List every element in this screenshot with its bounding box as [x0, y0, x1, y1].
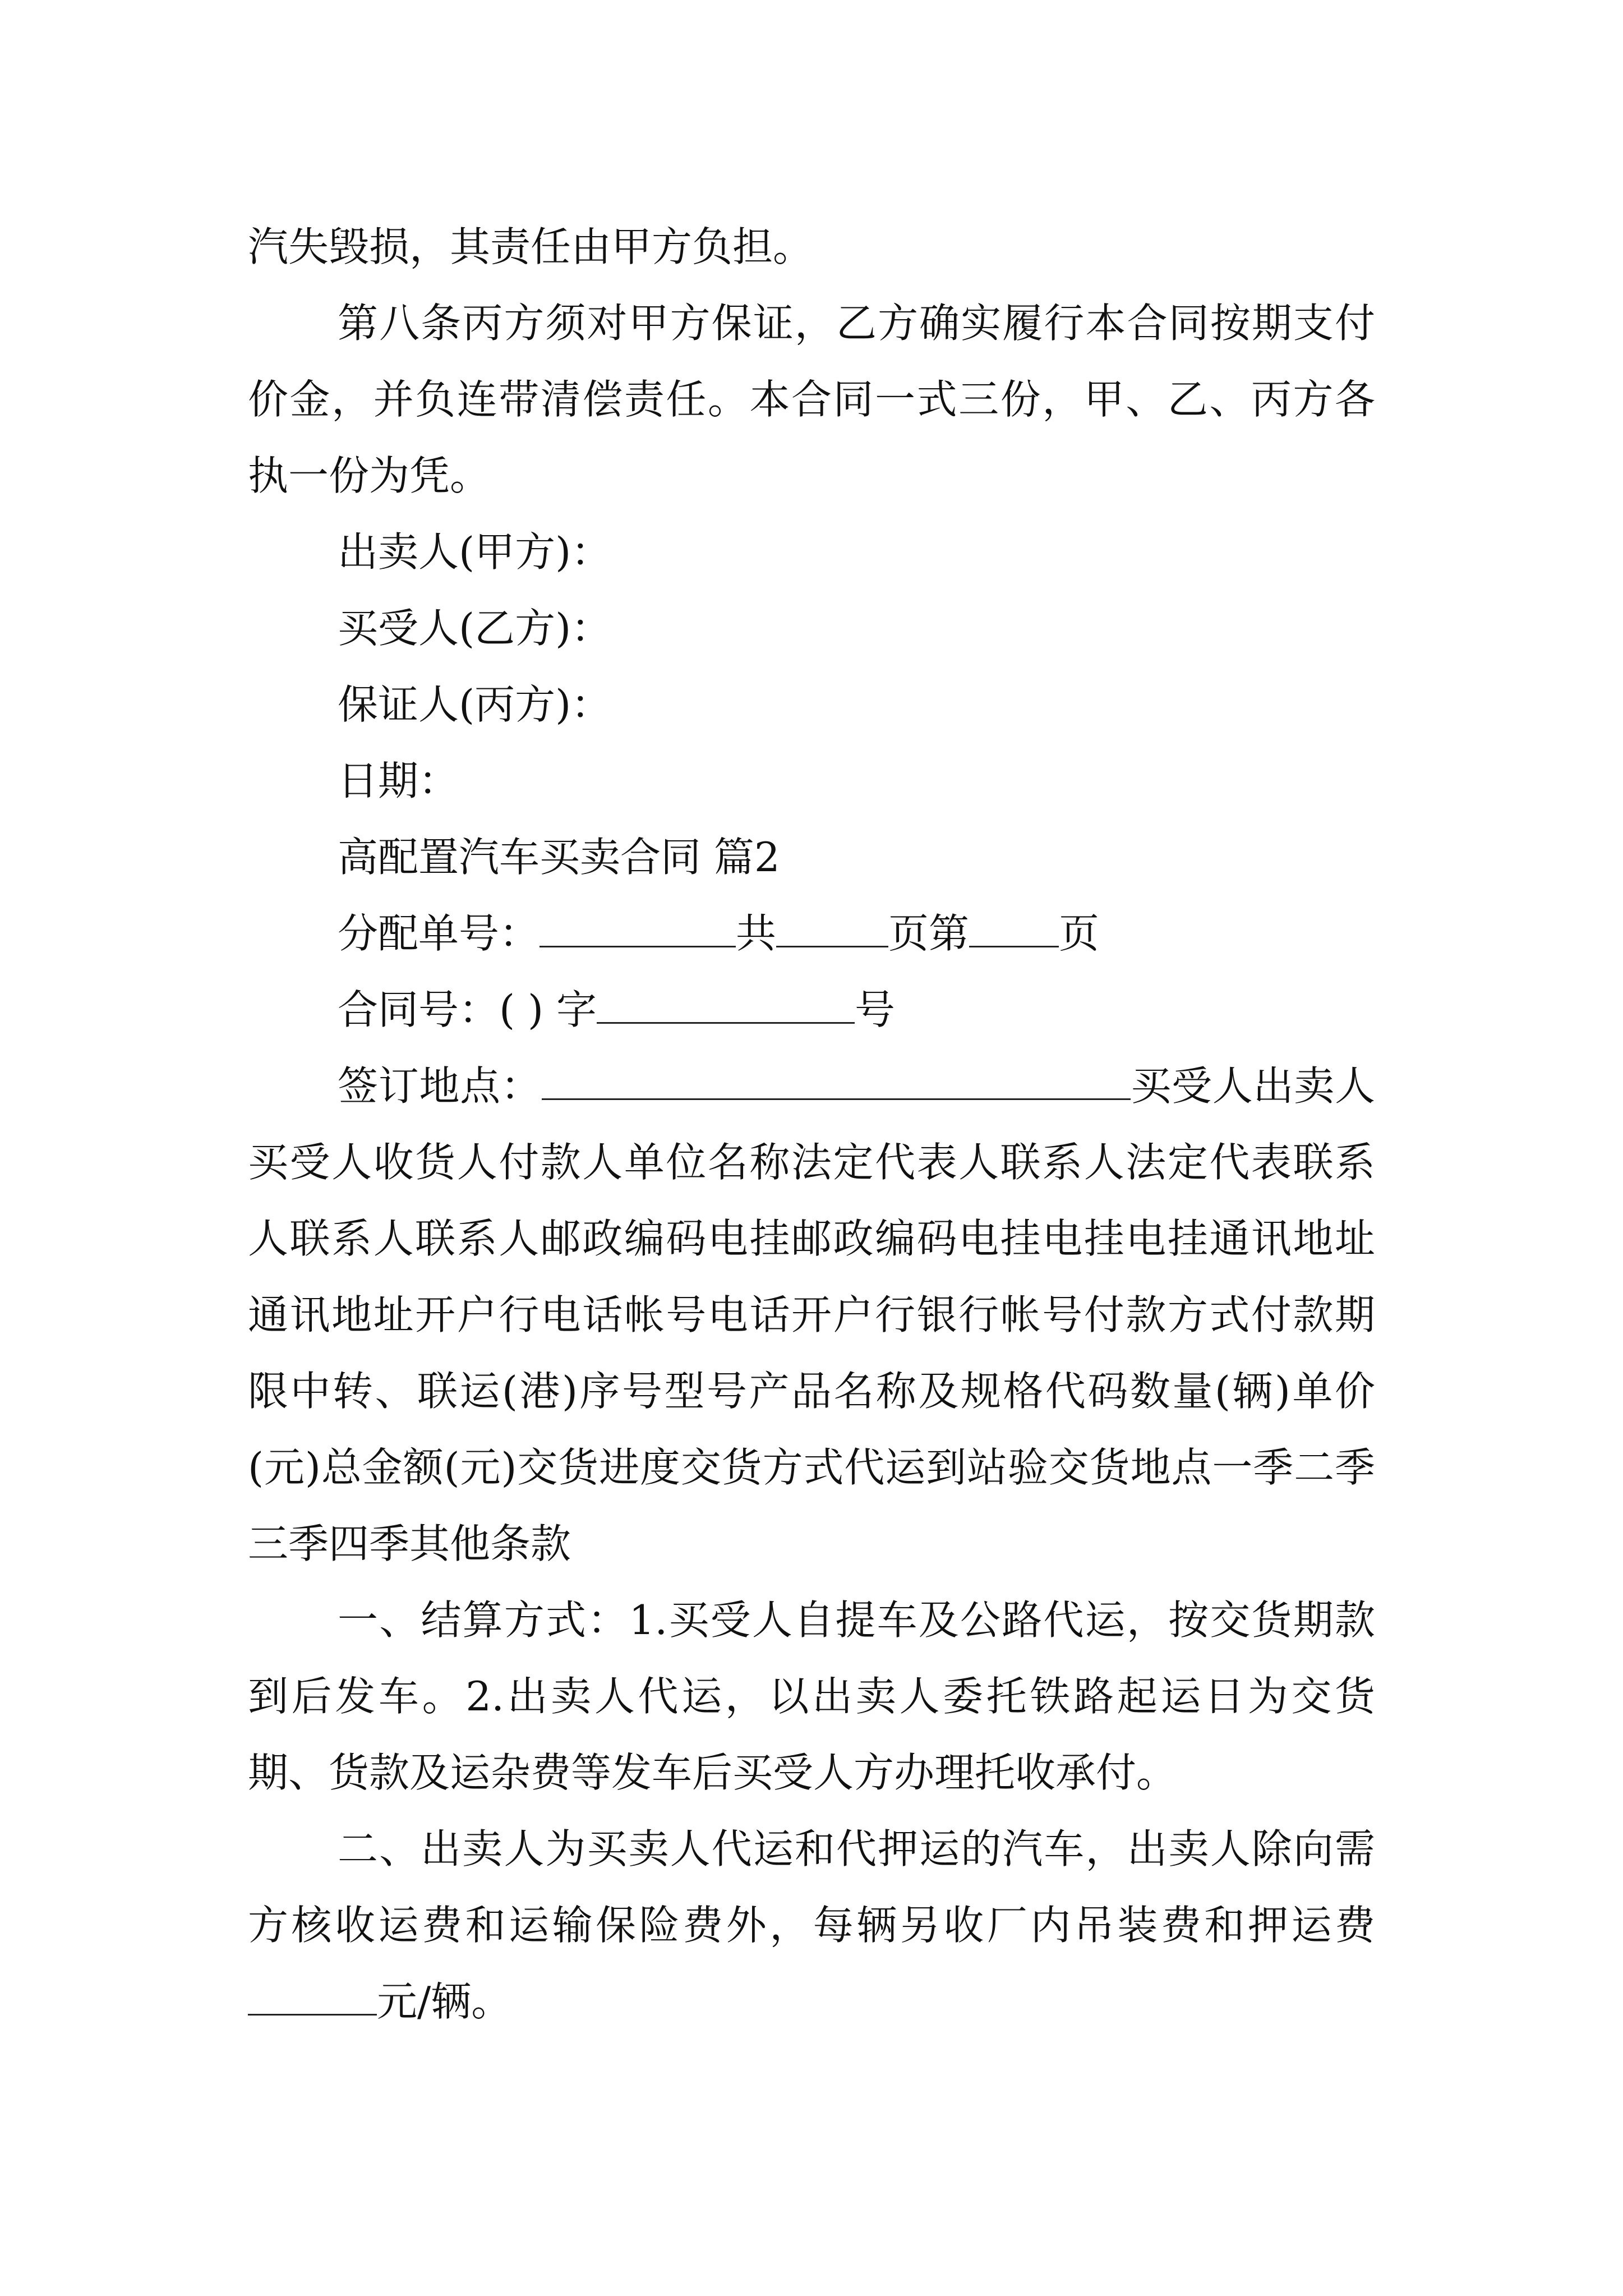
signing-place-blank	[542, 1064, 1131, 1100]
allocation-number-line	[248, 895, 1375, 972]
total-pages-blank	[776, 911, 888, 947]
buyer-signature-line: 买受人(乙方)：	[338, 605, 612, 652]
seller-signature-line: 出卖人(甲方)：	[338, 528, 612, 576]
signing-place-table-text: 买受人出卖人买受人收货人付款人单位名称法定代表人联系人法定代表联系人联系人联系人邮政编码电挂邮政编码电挂电挂电挂通讯地址通讯地址开户行电话帐号电话开户行银行帐号付款方式付款期限中转、联运(港)序号型号产品名称及规格代码数量(辆)单价(元)总金额(元)交货进度交货方式代运到站验交货地点一季二季三季四季其他条款	[248, 1062, 1375, 1567]
contract-number-blank	[597, 987, 855, 1024]
contract-number-suffix: 号	[854, 986, 895, 1033]
allocation-number-blank	[540, 911, 736, 947]
paragraph-article-8: 第八条丙方须对甲方保证，乙方确实履行本合同按期支付价金，并负连带清偿责任。本合同一式三份，甲、乙、丙方各执一份为凭。	[248, 300, 1375, 499]
contract-heading-2: 高配置汽车买卖合同 篇2	[338, 834, 780, 881]
total-pages-label: 共	[736, 910, 777, 957]
allocation-number-label: 分配单号：	[338, 910, 540, 957]
page-suffix-label: 页	[1059, 910, 1100, 957]
contract-number-line	[248, 972, 1375, 1048]
page-number-label: 页第	[888, 910, 970, 957]
settlement-paragraph: 一、结算方式：1.买受人自提车及公路代运，按交货期款到后发车。2.出卖人代运，以出卖人委托铁路起运日为交货期、货款及运杂费等发车后买受人方办理托收承付。	[248, 1596, 1375, 1796]
escort-fee-blank	[248, 1979, 377, 2016]
paragraph-liability: 汽失毁损，其责任由甲方负担。	[248, 223, 814, 270]
date-line: 日期：	[338, 757, 459, 804]
escort-fee-unit: 元/辆。	[377, 1978, 512, 2025]
escort-fee-paragraph	[248, 1811, 1375, 2040]
document-body	[248, 209, 1375, 2040]
contract-number-label: 合同号：( ) 字	[338, 986, 597, 1033]
guarantor-signature-line: 保证人(丙方)：	[338, 681, 612, 728]
signing-place-label: 签订地点：	[338, 1062, 542, 1110]
page-number-blank	[969, 911, 1059, 947]
escort-fee-text: 二、出卖人为买卖人代运和代押运的汽车，出卖人除向需方核收运费和运输保险费外，每辆另收厂内吊装费和押运费	[248, 1825, 1375, 1949]
signing-place-paragraph	[248, 1048, 1375, 1582]
